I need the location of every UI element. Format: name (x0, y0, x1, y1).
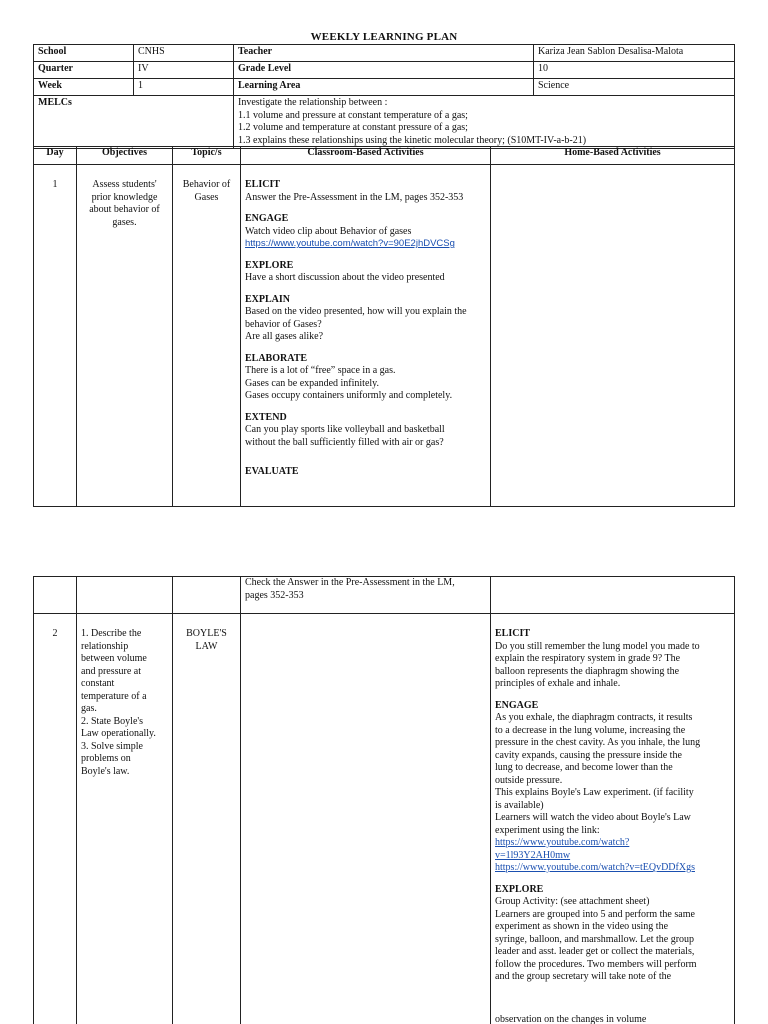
boyles-video-link-2[interactable]: https://www.youtube.com/watch?v=tEQvDDfXgs (495, 862, 695, 873)
explore-heading: EXPLORE (245, 259, 294, 271)
explore-text: experiment as shown in the video using the (495, 921, 669, 932)
boyles-video-link-1-cont[interactable]: v=1l93Y2AH0mw (495, 849, 571, 861)
objective-line: constant (81, 678, 115, 689)
extend-section (245, 412, 486, 450)
explain-text: Based on the video presented, how will you explain the (245, 306, 467, 317)
melcs-line: 1.3 explains these relationships using the kinetic molecular theory; (S10MT-IV-a-b-21) (238, 134, 587, 146)
engage-text: This explains Boyle's Law experiment. (if facility (495, 787, 694, 798)
engage-text: outside pressure. (495, 774, 563, 786)
elaborate-section (245, 353, 486, 403)
engage-text: lung to decrease, and become lower than the (495, 762, 673, 773)
engage-heading: ENGAGE (495, 699, 539, 711)
objective-line: Law operationally. (81, 728, 156, 739)
extend-text: without the ball sufficiently filled with air or gas? (245, 436, 444, 448)
learning-area-value: Science (534, 79, 735, 96)
engage-text: to a decrease in the lung volume, increasing the (495, 724, 686, 736)
engage-text: Watch video clip about Behavior of gases (245, 225, 412, 237)
topic-line: BOYLE'S (186, 628, 227, 639)
school-value: CNHS (134, 45, 234, 62)
teacher-label: Teacher (234, 45, 534, 62)
carry-day-cell (34, 577, 77, 614)
column-header-topics: Topic/s (173, 147, 241, 165)
objective-line: 2. State Boyle's (81, 715, 144, 727)
day2-number: 2 (34, 614, 77, 1024)
explain-text: Are all gases alike? (245, 331, 324, 342)
explore-text-cut: observation on the changes in volume (495, 1013, 647, 1024)
evaluate-text: pages 352-353 (245, 589, 304, 601)
explore-text: follow the procedures. Two members will perform (495, 958, 697, 970)
engage-text: pressure in the chest cavity. As you inhale, the lung (495, 737, 701, 748)
melcs-line: Investigate the relationship between : (238, 97, 388, 108)
evaluate-continuation (241, 577, 491, 614)
column-header-home: Home-Based Activities (491, 147, 735, 165)
evaluate-heading: EVALUATE (245, 466, 299, 477)
objective-line: 1. Describe the (81, 628, 142, 639)
elicit-text: Do you still remember the lung model you made to (495, 640, 700, 652)
objective-line: and pressure at (81, 665, 141, 677)
quarter-label: Quarter (34, 62, 134, 79)
day2-classroom-activities (241, 614, 491, 1024)
engage-text: experiment using the link: (495, 824, 600, 836)
objective-line: temperature of a (81, 690, 147, 702)
day1-home-activities (491, 165, 735, 507)
plan-header-table (33, 44, 735, 149)
grade-level-value: 10 (534, 62, 735, 79)
day2-topic (173, 614, 241, 1024)
page-title: WEEKLY LEARNING PLAN (310, 31, 458, 43)
boyles-video-link-1[interactable]: https://www.youtube.com/watch? (495, 837, 630, 848)
evaluate-section (245, 466, 486, 479)
objective-line: gas. (81, 703, 97, 714)
engage-section (495, 700, 730, 875)
learning-area-label: Learning Area (234, 79, 534, 96)
objective-line: problems on (81, 753, 131, 764)
explore-text: Group Activity: (see attachment sheet) (495, 896, 650, 907)
column-header-classroom: Classroom-Based Activities (241, 147, 491, 165)
elaborate-text: Gases occupy containers uniformly and completely. (245, 390, 453, 401)
explain-text: behavior of Gases? (245, 318, 322, 330)
extend-heading: EXTEND (245, 411, 287, 423)
explore-text: syringe, balloon, and marshmallow. Let the group (495, 933, 695, 945)
day2-home-activities (491, 614, 735, 1024)
engage-heading: ENGAGE (245, 213, 289, 224)
elicit-text: balloon represents the diaphragm showing the (495, 665, 680, 677)
melcs-content (234, 96, 735, 149)
explore-text: leader and asst. leader get or collect the materials, (495, 946, 695, 957)
carry-home-cell (491, 577, 735, 614)
elicit-section (495, 628, 730, 691)
day2-plan-table (33, 576, 735, 1024)
elicit-text: principles of exhale and inhale. (495, 678, 621, 689)
explain-section (245, 294, 486, 344)
week-value: 1 (134, 79, 234, 96)
engage-text: is available) (495, 799, 544, 811)
day1-classroom-activities (241, 165, 491, 507)
explore-text: Learners are grouped into 5 and perform the same (495, 908, 695, 920)
objective-line: relationship (81, 640, 129, 652)
elicit-section (245, 179, 486, 204)
week-label: Week (34, 79, 134, 96)
quarter-value: IV (134, 62, 234, 79)
day2-objectives (77, 614, 173, 1024)
grade-level-label: Grade Level (234, 62, 534, 79)
topic-line: LAW (195, 640, 218, 652)
objective-line: between volume (81, 653, 147, 664)
melcs-label: MELCs (34, 96, 234, 149)
engage-text: As you exhale, the diaphragm contracts, it results (495, 712, 693, 723)
day1-objective: Assess students' prior knowledge about behavior of gases. (77, 165, 173, 507)
engage-section (245, 213, 486, 251)
video-link[interactable]: https://www.youtube.com/watch?v=90E2jhDVCSg (245, 238, 455, 249)
school-label: School (34, 45, 134, 62)
melcs-line: 1.2 volume and temperature at constant pressure of a gas; (238, 122, 468, 133)
extend-text: Can you play sports like volleyball and basketball (245, 424, 445, 435)
carry-objective-cell (77, 577, 173, 614)
explore-text: and the group secretary will take note of the (495, 971, 672, 982)
elaborate-text: There is a lot of “free” space in a gas. (245, 365, 396, 376)
column-header-objectives: Objectives (77, 147, 173, 165)
elicit-heading: ELICIT (245, 179, 281, 190)
day1-topic: Behavior of Gases (173, 165, 241, 507)
column-header-day: Day (34, 147, 77, 165)
objective-line: 3. Solve simple (81, 740, 143, 752)
explore-section (495, 884, 730, 984)
explore-text: Have a short discussion about the video presented (245, 272, 445, 283)
objective-line: Boyle's law. (81, 765, 130, 777)
elicit-heading: ELICIT (495, 628, 531, 639)
elaborate-text: Gases can be expanded infinitely. (245, 377, 380, 389)
engage-text: cavity expands, causing the pressure inside the (495, 749, 682, 761)
carry-topic-cell (173, 577, 241, 614)
elaborate-heading: ELABORATE (245, 352, 308, 364)
teacher-value: Kariza Jean Sablon Desalisa-Malota (534, 45, 735, 62)
explore-section (245, 260, 486, 285)
melcs-line: 1.1 volume and pressure at constant temperature of a gas; (238, 109, 468, 121)
day1-plan-table (33, 146, 735, 507)
explore-heading: EXPLORE (495, 883, 544, 895)
day1-number: 1 (34, 165, 77, 507)
evaluate-text: Check the Answer in the Pre-Assessment in the LM, (245, 577, 455, 588)
engage-text: Learners will watch the video about Boyle's Law (495, 812, 691, 823)
elicit-text: explain the respiratory system in grade 9? The (495, 653, 681, 664)
elicit-text: Answer the Pre-Assessment in the LM, pages 352-353 (245, 191, 464, 203)
explain-heading: EXPLAIN (245, 293, 291, 305)
